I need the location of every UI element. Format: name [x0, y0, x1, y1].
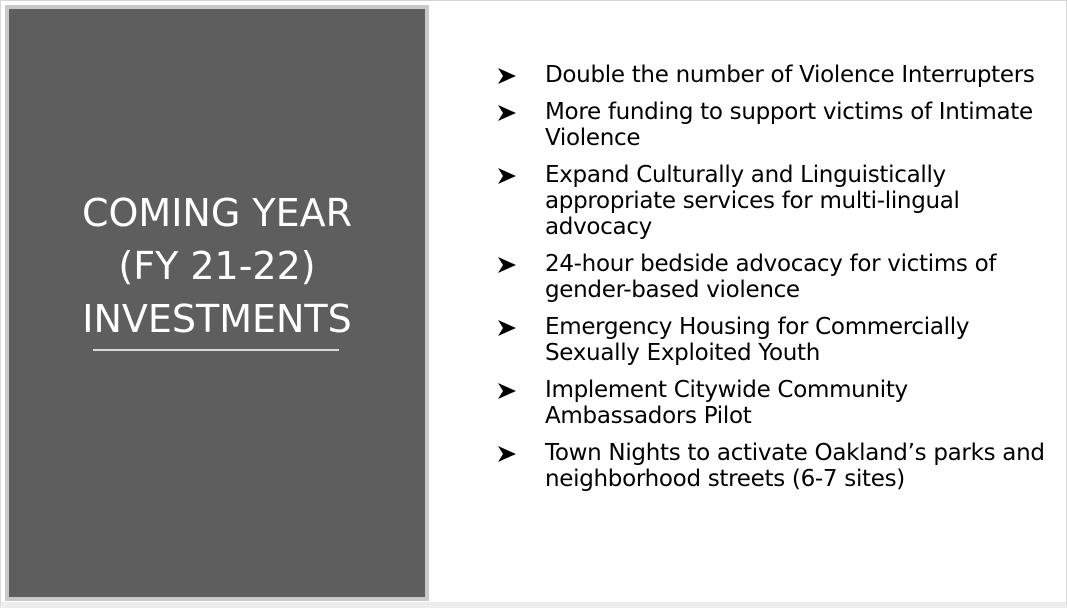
title-line-1: COMING YEAR	[81, 191, 352, 235]
arrowhead-bullet-icon	[497, 67, 517, 85]
arrowhead-bullet-icon	[497, 167, 517, 185]
bullet-text: More funding to support victims of Intimate Violence	[545, 99, 1033, 151]
bullet-text: Implement Citywide Community Ambassadors Pilot	[545, 377, 908, 429]
bullet-item	[497, 251, 1062, 303]
arrowhead-bullet-icon	[497, 256, 517, 274]
title-line-3: INVESTMENTS	[82, 297, 352, 341]
bullet-item	[497, 314, 1062, 366]
title-panel	[9, 9, 425, 597]
bullet-text: Double the number of Violence Interrupters	[545, 62, 1035, 88]
title-divider	[93, 349, 339, 351]
arrowhead-bullet-icon	[497, 319, 517, 337]
arrowhead-bullet-icon	[497, 382, 517, 400]
bullet-item	[497, 162, 1062, 240]
bullet-item	[497, 440, 1062, 492]
title-line-2: (FY 21-22)	[118, 244, 316, 288]
arrowhead-bullet-icon	[497, 104, 517, 122]
bullet-text: Expand Culturally and Linguistically appropriate services for multi-lingual advocacy	[545, 162, 960, 240]
bullet-text: Emergency Housing for Commercially Sexually Exploited Youth	[545, 314, 970, 366]
bullet-list	[497, 62, 1062, 503]
bullet-item	[497, 99, 1062, 151]
arrowhead-bullet-icon	[497, 445, 517, 463]
bullet-text: Town Nights to activate Oakland’s parks and neighborhood streets (6-7 sites)	[545, 440, 1045, 492]
bullet-item	[497, 62, 1062, 88]
bullet-text: 24-hour bedside advocacy for victims of gender-based violence	[545, 251, 997, 303]
title-panel-frame	[5, 5, 429, 601]
slide-title	[9, 187, 425, 346]
bullet-item	[497, 377, 1062, 429]
